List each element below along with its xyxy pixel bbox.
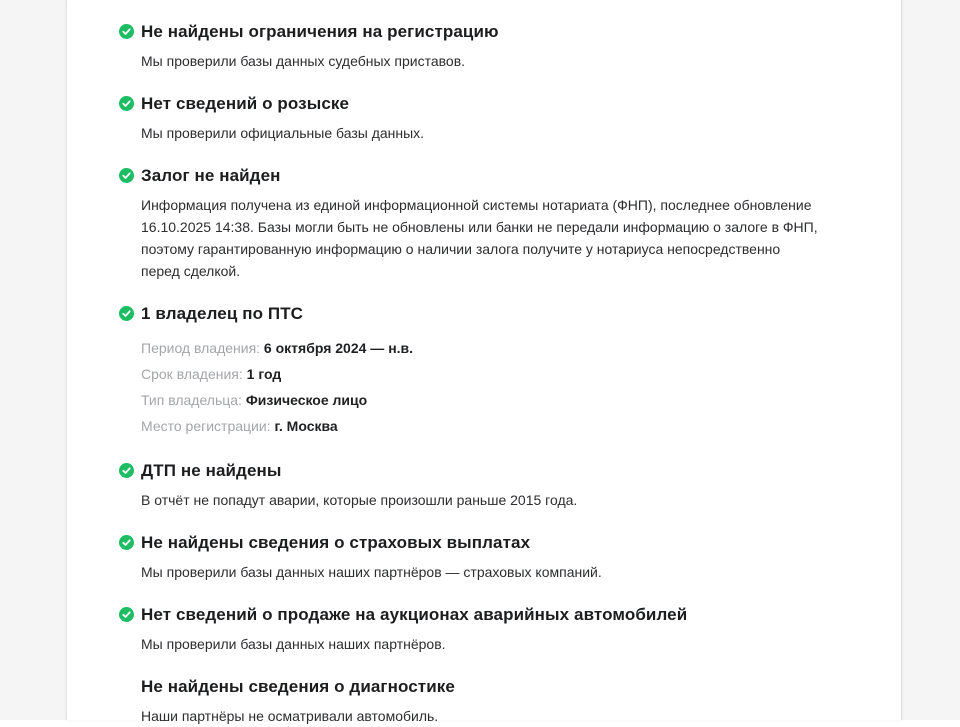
report-check-section [141, 22, 821, 72]
detail-label: Период владения: [141, 340, 261, 356]
section-description: Мы проверили базы данных наших партнёров. [141, 636, 446, 652]
section-title: ДТП не найдены [141, 461, 282, 480]
detail-label: Срок владения: [141, 366, 243, 382]
section-description: Информация получена из единой информационной системы нотариата (ФНП), последнее обновление 16.10.2025 14:38. Базы могли быть не обновлены или банки не передали информацию о залоге в ФНП, поэтому гарантированную информацию о наличии залога получите у нотариуса непосредственно перед сделкой. [141, 197, 818, 279]
report-check-section [141, 166, 821, 282]
section-description: Наши партнёры не осматривали автомобиль. [141, 708, 439, 724]
check-circle-icon [119, 306, 134, 321]
section-title: Не найдены сведения о диагностике [141, 677, 455, 696]
vehicle-report-card [66, 0, 902, 724]
section-title: Не найдены ограничения на регистрацию [141, 22, 499, 41]
detail-value: 1 год [242, 366, 282, 382]
detail-value: г. Москва [270, 418, 338, 434]
check-circle-icon [119, 96, 134, 111]
detail-label: Тип владельца: [141, 392, 242, 408]
report-check-section [141, 304, 821, 439]
detail-value: Физическое лицо [241, 392, 368, 408]
detail-label: Место регистрации: [141, 418, 271, 434]
section-description: Мы проверили официальные базы данных. [141, 125, 425, 141]
detail-row [141, 335, 821, 361]
detail-value: 6 октября 2024 — н.в. [260, 340, 414, 356]
report-check-section [141, 533, 821, 583]
section-title: Не найдены сведения о страховых выплатах [141, 533, 531, 552]
section-title: Залог не найден [141, 166, 281, 185]
report-check-section [141, 461, 821, 511]
check-circle-icon [119, 607, 134, 622]
detail-row [141, 387, 821, 413]
check-circle-icon [119, 463, 134, 478]
section-title: Нет сведений о продаже на аукционах аварийных автомобилей [141, 605, 688, 624]
check-circle-icon [119, 535, 134, 550]
detail-row [141, 361, 821, 387]
report-check-section [141, 94, 821, 144]
section-title: 1 владелец по ПТС [141, 304, 304, 323]
check-circle-icon [119, 168, 134, 183]
check-circle-icon [119, 24, 134, 39]
section-title: Нет сведений о розыске [141, 94, 350, 113]
report-checks-list [141, 22, 821, 727]
section-details [141, 335, 821, 439]
report-check-section [141, 605, 821, 655]
section-description: Мы проверили базы данных наших партнёров — страховых компаний. [141, 564, 602, 580]
section-description: Мы проверили базы данных судебных приставов. [141, 53, 466, 69]
section-description: В отчёт не попадут аварии, которые произошли раньше 2015 года. [141, 492, 578, 508]
detail-row [141, 413, 821, 439]
